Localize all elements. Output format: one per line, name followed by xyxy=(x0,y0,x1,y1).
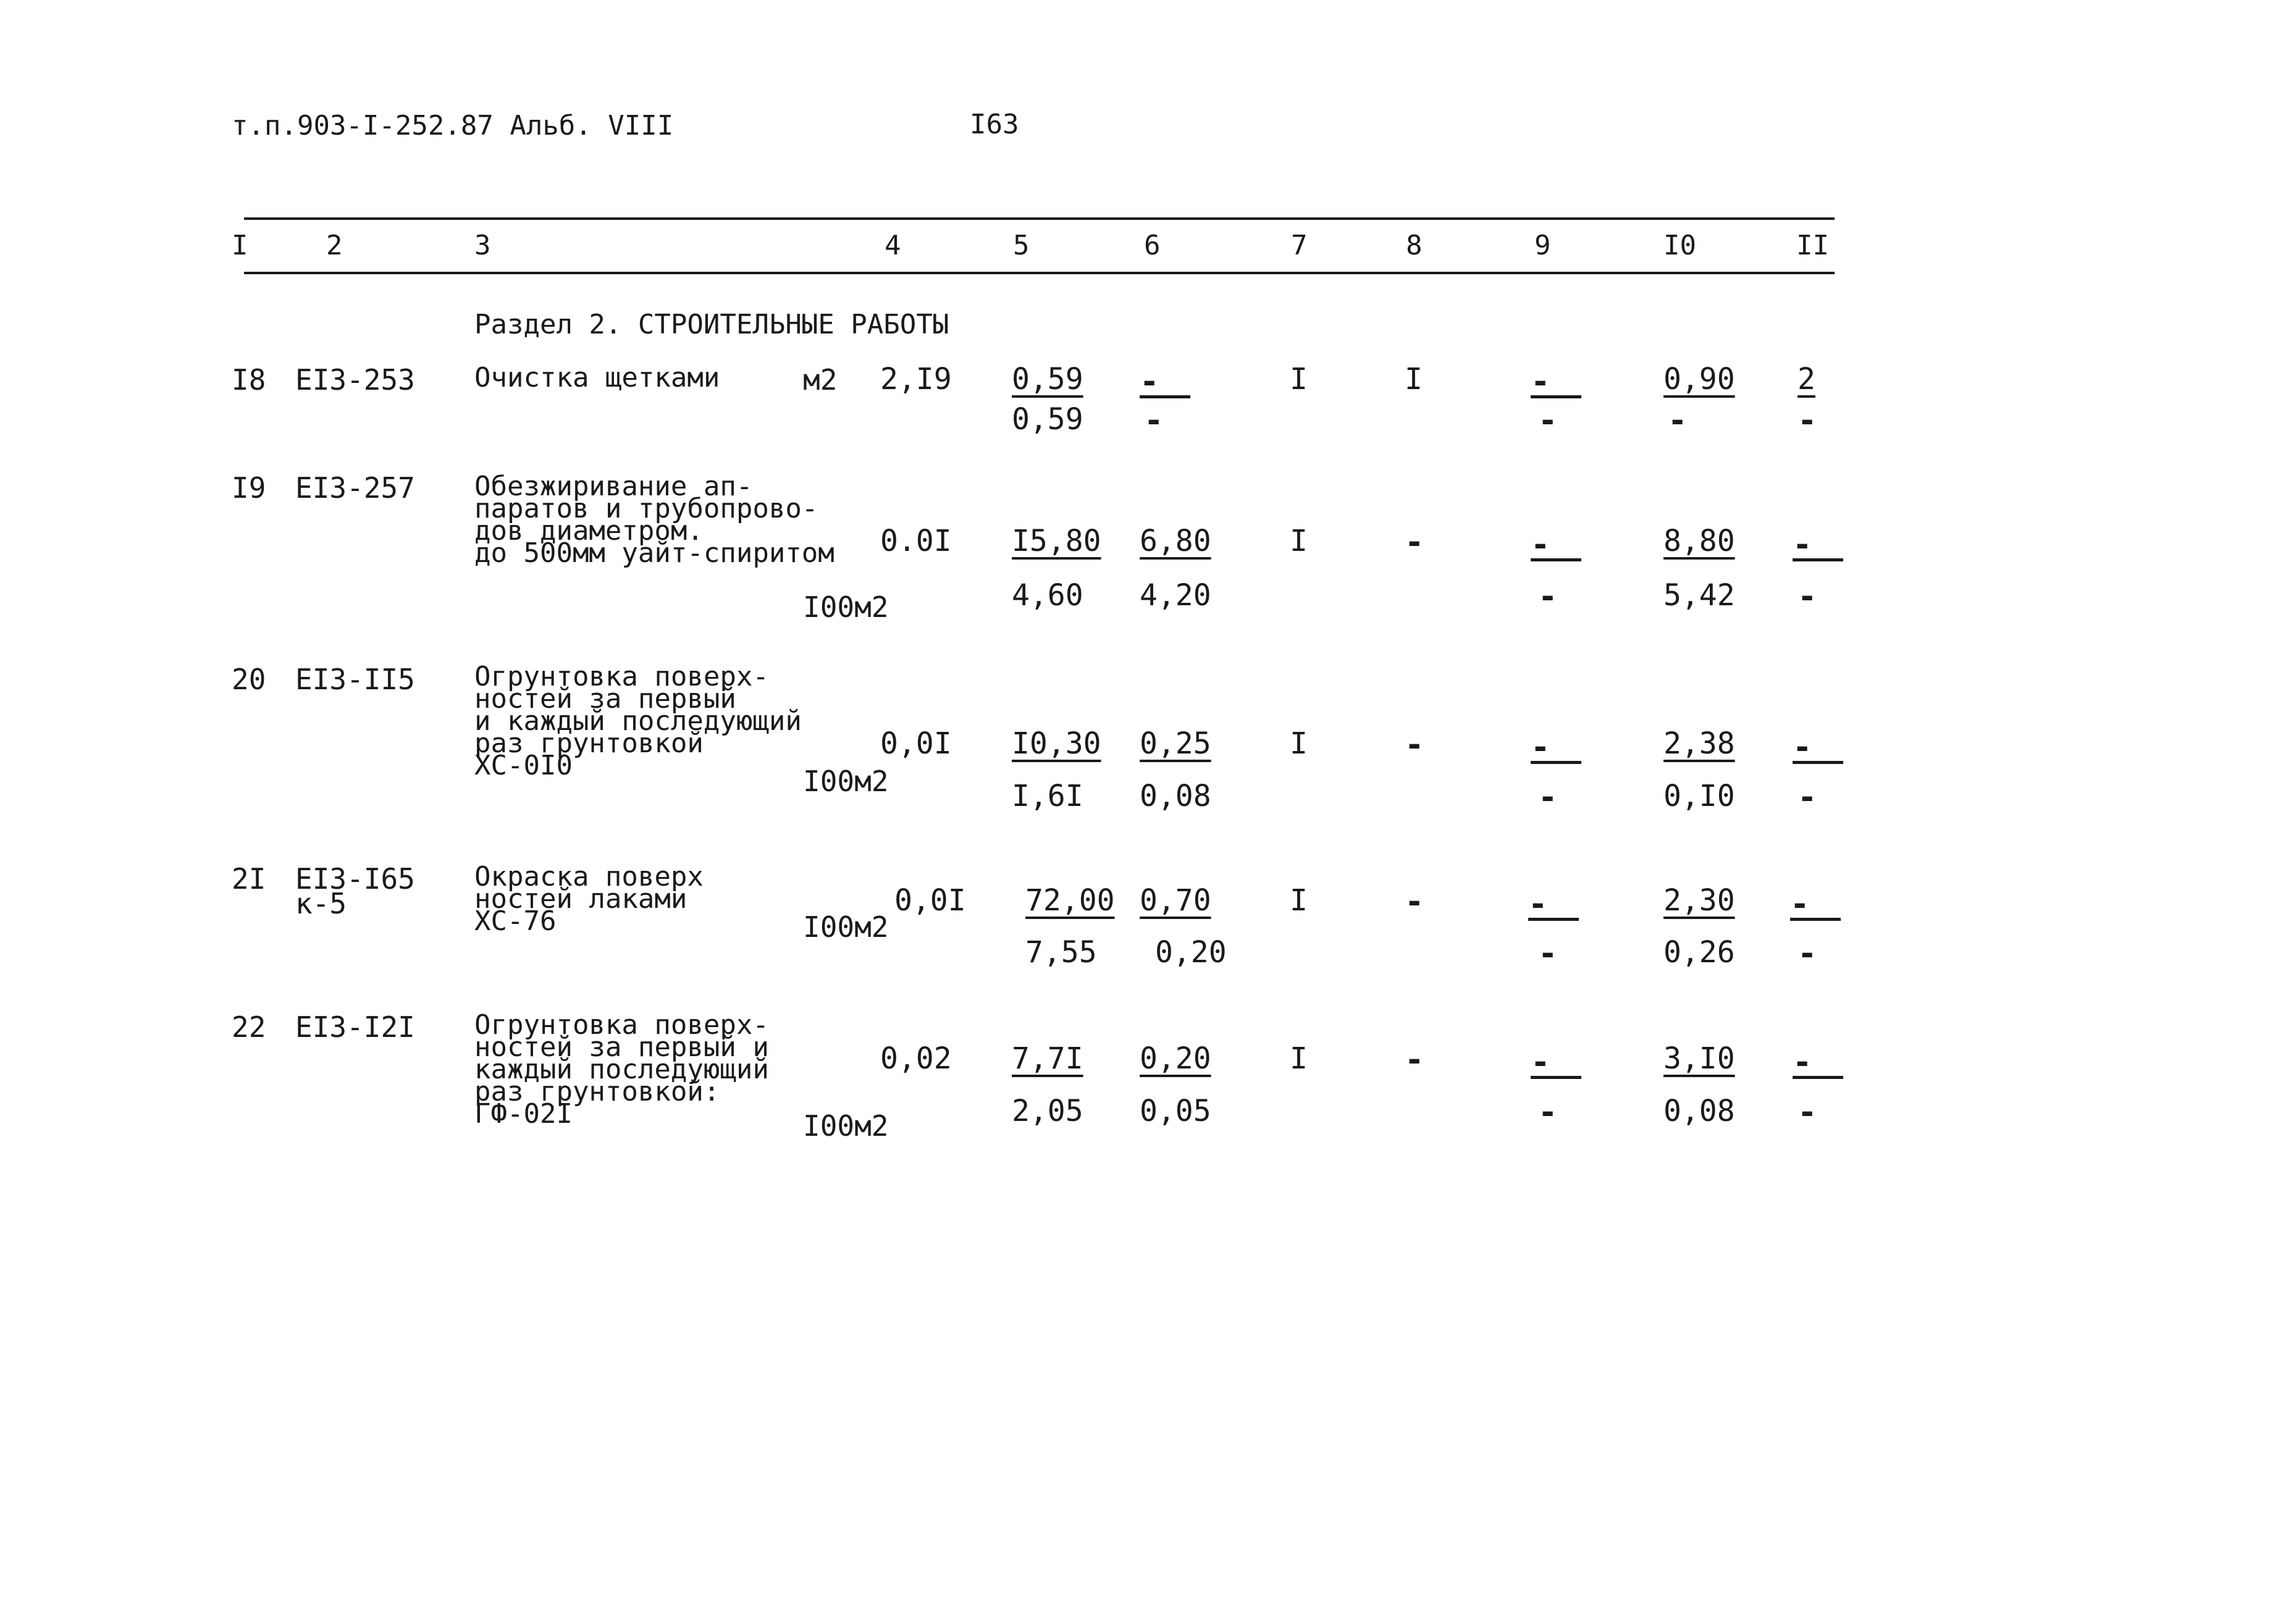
col11-subvalue: - xyxy=(1798,935,1817,972)
unit: I00м2 xyxy=(803,590,889,624)
col6-value: 0,25 xyxy=(1140,726,1211,761)
col7-value: I xyxy=(1290,362,1308,397)
col9-value: - xyxy=(1531,1050,1581,1079)
col5-value: I5,80 xyxy=(1012,524,1101,558)
col10-value: 0,90 xyxy=(1663,362,1735,397)
col11-value: - xyxy=(1790,892,1841,921)
col5-value: 72,00 xyxy=(1025,883,1115,918)
col-header-9: 9 xyxy=(1534,230,1551,261)
col10-subvalue: 5,42 xyxy=(1663,578,1735,613)
col-header-3: 3 xyxy=(474,230,491,261)
col-header-10: I0 xyxy=(1663,230,1696,261)
row-number: I9 xyxy=(232,471,266,505)
norm-code-suffix: к-5 xyxy=(295,887,347,920)
col9-subvalue: - xyxy=(1538,578,1558,615)
col6-value: 0,70 xyxy=(1140,883,1211,918)
norm-code: EI3-257 xyxy=(295,471,415,505)
norm-code: EI3-I65 xyxy=(295,862,415,896)
section-title: Раздел 2. СТРОИТЕЛЬНЫЕ РАБОТЫ xyxy=(474,309,949,340)
col11-value: - xyxy=(1793,532,1843,561)
col-header-8: 8 xyxy=(1406,230,1423,261)
col6-value: 6,80 xyxy=(1140,524,1211,558)
col6-value: 0,20 xyxy=(1140,1041,1211,1076)
col10-subvalue: 0,I0 xyxy=(1663,779,1735,813)
col10-value: 2,38 xyxy=(1663,726,1735,761)
row-number: 2I xyxy=(232,862,266,896)
quantity: 0,02 xyxy=(880,1041,952,1076)
col6-value: - xyxy=(1140,369,1190,398)
col11-subvalue: - xyxy=(1798,578,1817,615)
unit: I00м2 xyxy=(803,765,889,798)
header-top-rule xyxy=(244,217,1835,220)
col-header-1: I xyxy=(232,230,248,261)
col7-value: I xyxy=(1290,883,1308,918)
row-number: 20 xyxy=(232,663,266,696)
col11-value: - xyxy=(1793,1050,1843,1079)
col9-value: - xyxy=(1531,369,1581,398)
quantity: 2,I9 xyxy=(880,362,952,397)
col6-subvalue: 4,20 xyxy=(1140,578,1211,613)
col9-value: - xyxy=(1531,735,1581,764)
col9-subvalue: - xyxy=(1538,402,1558,439)
col7-value: I xyxy=(1290,524,1308,558)
unit: I00м2 xyxy=(803,1109,889,1143)
col5-value: 0,59 xyxy=(1012,362,1083,397)
col10-value: 3,I0 xyxy=(1663,1041,1735,1076)
col5-subvalue: 7,55 xyxy=(1025,935,1097,970)
col11-subvalue: - xyxy=(1798,402,1817,439)
col9-subvalue: - xyxy=(1538,779,1558,816)
col9-subvalue: - xyxy=(1538,1094,1558,1131)
col5-subvalue: 4,60 xyxy=(1012,578,1083,613)
col5-subvalue: 2,05 xyxy=(1012,1094,1083,1128)
norm-code: EI3-253 xyxy=(295,363,415,397)
norm-code: EI3-I2I xyxy=(295,1010,415,1044)
unit: I00м2 xyxy=(803,910,889,944)
quantity: 0,0I xyxy=(880,726,952,761)
work-description: Огрунтовка поверх- ностей за первый и каждый последующий раз грунтовкой ХС-0I0 xyxy=(474,661,802,781)
page-number: I63 xyxy=(970,109,1019,140)
col7-value: I xyxy=(1290,1041,1308,1076)
col11-value: - xyxy=(1793,735,1843,764)
col6-subvalue: 0,08 xyxy=(1140,779,1211,813)
col10-value: 2,30 xyxy=(1663,883,1735,918)
quantity: 0.0I xyxy=(880,524,952,558)
col8-value: I xyxy=(1405,362,1423,397)
quantity: 0,0I xyxy=(894,883,966,918)
col8-value: - xyxy=(1405,524,1424,561)
col7-value: I xyxy=(1290,726,1308,761)
work-description: Окраска поверх ностей лаками ХС-76 xyxy=(474,861,704,937)
col10-subvalue: - xyxy=(1668,402,1688,439)
col5-value: 7,7I xyxy=(1012,1041,1083,1076)
col-header-6: 6 xyxy=(1144,230,1161,261)
header-bottom-rule xyxy=(244,272,1835,274)
col10-subvalue: 0,26 xyxy=(1663,935,1735,970)
col8-value: - xyxy=(1405,726,1424,763)
col11-subvalue: - xyxy=(1798,779,1817,816)
work-description: Огрунтовка поверх- ностей за первый и каждый последующий раз грунтовкой: ГФ-02I xyxy=(474,1009,769,1130)
col11-subvalue: - xyxy=(1798,1094,1817,1131)
norm-code: EI3-II5 xyxy=(295,663,415,696)
unit: м2 xyxy=(803,363,838,397)
col6-subvalue: 0,20 xyxy=(1155,935,1227,970)
col10-value: 8,80 xyxy=(1663,524,1735,558)
row-number: I8 xyxy=(232,363,266,397)
col5-subvalue: I,6I xyxy=(1012,779,1083,813)
col6-subvalue: - xyxy=(1144,402,1164,439)
col5-value: I0,30 xyxy=(1012,726,1101,761)
col6-subvalue: 0,05 xyxy=(1140,1094,1211,1128)
col10-subvalue: 0,08 xyxy=(1663,1094,1735,1128)
col5-subvalue: 0,59 xyxy=(1012,402,1083,437)
col-header-7: 7 xyxy=(1291,230,1308,261)
col11-value: 2 xyxy=(1798,362,1815,397)
row-number: 22 xyxy=(232,1010,266,1044)
col9-subvalue: - xyxy=(1538,935,1558,972)
col9-value: - xyxy=(1528,892,1579,921)
col-header-4: 4 xyxy=(885,230,901,261)
document-reference: т.п.903-I-252.87 Альб. VIII xyxy=(232,110,674,141)
col-header-2: 2 xyxy=(326,230,343,261)
work-description: Очистка щетками xyxy=(474,362,720,393)
work-description: Обезжиривание ап- паратов и трубопрово- дов диаметром. до 500мм уайт-спиритом xyxy=(474,471,835,569)
col9-value: - xyxy=(1531,532,1581,561)
col8-value: - xyxy=(1405,1041,1424,1078)
col-header-11: II xyxy=(1796,230,1829,261)
col-header-5: 5 xyxy=(1013,230,1030,261)
col8-value: - xyxy=(1405,883,1424,920)
